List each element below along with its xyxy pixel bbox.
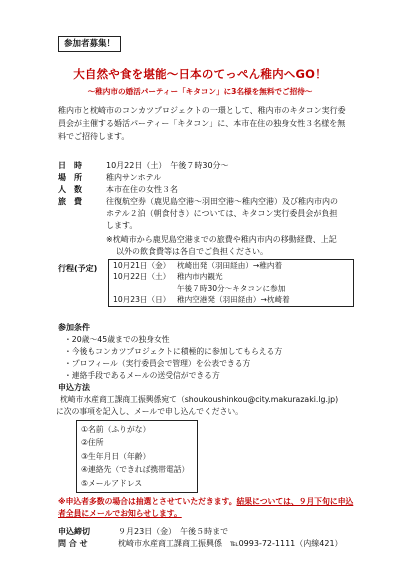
schedule-date: 10月21日（金） (113, 261, 171, 270)
required-item: ④連絡先（できれば携帯電話） (81, 465, 190, 475)
label-venue: 場 所 (58, 173, 82, 182)
schedule-date (113, 283, 177, 294)
schedule-event: 稚内空港発（羽田経由）→枕崎着 (177, 295, 290, 305)
required-item: ①名前（ふりがな） (81, 425, 151, 434)
conditions-heading: 参加条件 (58, 323, 90, 332)
label-datetime: 日 時 (58, 161, 82, 170)
label-deadline: 申込締切 (58, 527, 90, 536)
label-travel: 旅 費 (58, 197, 82, 206)
schedule-box (108, 259, 354, 307)
value-travel-line1: 往復航空券（鹿児島空港～羽田空港～稚内空港）及び稚内市内の (106, 197, 338, 206)
recruitment-badge: 参加者募集！ (58, 36, 121, 52)
required-item: ⑤メールアドレス (81, 478, 143, 488)
lottery-notice (58, 496, 354, 520)
required-item: ③生年月日（年齢） (81, 451, 151, 461)
lottery-notice-text: ※申込者多数の場合は抽選とさせていただきます。 (58, 497, 237, 506)
schedule-row (109, 260, 353, 271)
value-headcount: 本市在住の女性３名 (106, 185, 178, 194)
value-venue: 稚内サンホテル (106, 173, 162, 182)
schedule-row (109, 294, 353, 305)
required-items-box (76, 420, 198, 493)
label-headcount: 人 数 (58, 185, 82, 194)
value-datetime: 10月22日（土） 午後７時30分～ (106, 161, 229, 170)
travel-note-line1: ※枕崎市から鹿児島空港までの旅費や稚内市内の移動経費、上記 (106, 235, 337, 244)
schedule-date: 10月22日（土） (113, 272, 171, 282)
condition-item: ・連絡手段であるメールの送受信ができる方 (64, 371, 220, 380)
application-heading: 申込方法 (58, 383, 90, 392)
condition-item: ・今後もコンカツプロジェクトに積極的に参加してもらえる方 (64, 347, 283, 356)
label-contact: 問 合 せ (58, 539, 88, 548)
page-title: 大自然や食を堪能～日本のてっぺん稚内へGO！ (73, 67, 327, 81)
value-travel-line3: します。 (106, 221, 138, 230)
lottery-notice-underlined: 結果については、９月下旬に申込者全員にメールでお知らせします。 (58, 497, 354, 518)
intro-paragraph: 稚内市と枕崎市のコンカツプロジェクトの一環として、稚内市のキタコン実行委員会が主催する婚活パーティー「キタコン」に、本市在住の独身女性３名様を無料でご招待します。 (58, 106, 346, 141)
value-contact: 枕崎市水産商工課商工振興係 ℡0993-72-1111（内線421） (118, 539, 343, 548)
application-text-line2: に次の事項を記入し、メールで申し込んでください。 (56, 407, 243, 416)
schedule-event: 午後７時30分～キタコンに参加 (177, 283, 286, 293)
value-travel-line2: ホテル２泊（朝食付き）については、キタコン実行委員会が負担 (106, 209, 338, 218)
application-text-line1: 枕崎市水産商工課商工振興係宛て（shoukoushinkou@city.makurazaki.lg.jp) (60, 395, 339, 404)
schedule-event: 枕崎出発（羽田経由）→稚内着 (177, 261, 283, 270)
schedule-event: 稚内市内観光 (177, 272, 223, 282)
travel-note-line2: 以外の飲食費等は各自でご負担ください。 (116, 247, 268, 256)
schedule-row (109, 283, 353, 294)
required-item: ②住所 (81, 438, 104, 448)
value-deadline: ９月23日（金） 午後５時まで (118, 527, 229, 536)
condition-item: ・20歳～45歳までの独身女性 (64, 335, 170, 344)
schedule-date: 10月23日（日） (113, 295, 171, 305)
label-schedule: 行程(予定) (58, 264, 98, 273)
schedule-row (109, 271, 353, 282)
condition-item: ・プロフィール（実行委員会で管理）を公表できる方 (64, 359, 251, 368)
page-subtitle: ～稚内市の婚活パーティー「キタコン」に3名様を無料でご招待～ (87, 87, 313, 96)
